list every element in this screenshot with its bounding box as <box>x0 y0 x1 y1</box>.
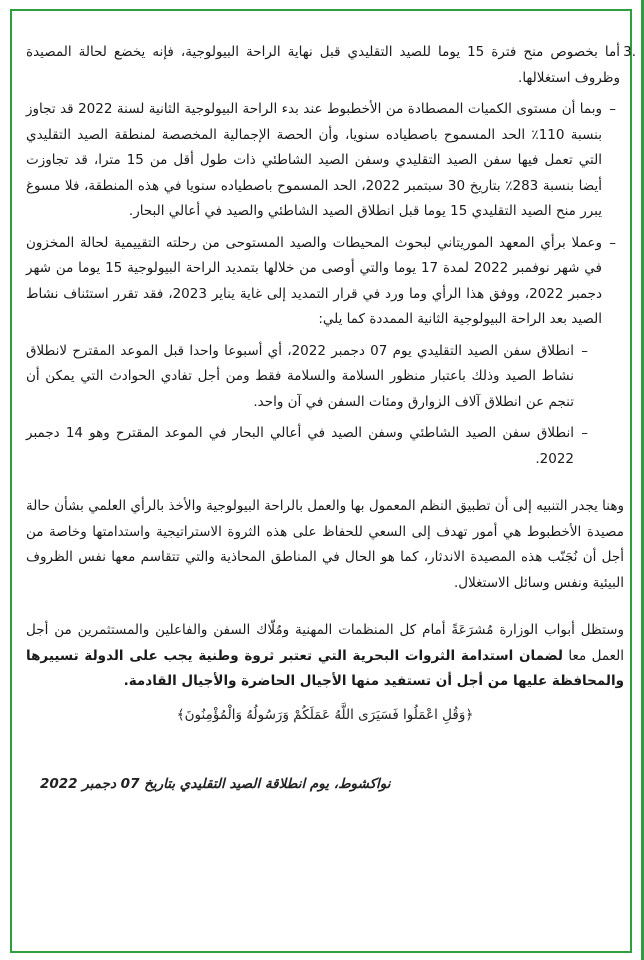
quran-verse: ﴿وَقُلِ اعْمَلُوا فَسَيَرَى اللَّهُ عَمَلَكُمْ وَرَسُولُهُ وَالْمُؤْمِنُونَ﴾ <box>176 706 474 723</box>
closing-normal-text: وستظل أبواب الوزارة مُشرَعَةً أمام كل المنظمات المهنية ومُلّاك السفن والفاعلين والمستثمرين من أجل العمل معا <box>26 622 624 664</box>
document-body <box>26 40 636 723</box>
item-3-text: أما بخصوص منح فترة 15 يوما للصيد التقليدي قبل نهاية الراحة البيولوجية، فإنه يخضع لحالة المصيدة وظروف استغلالها. <box>26 44 620 86</box>
bullet-institute-opinion <box>26 231 624 333</box>
sub-bullet-coastal-start <box>26 421 624 472</box>
bullet-dash: – <box>581 425 588 441</box>
bullet-dash: – <box>609 234 616 251</box>
bullet-dash: – <box>609 101 616 117</box>
item-number: 3. <box>623 44 636 60</box>
bullet-text: وبما أن مستوى الكميات المصطادة من الأخطبوط عند بدء الراحة البيولوجية الثانية لسنة 2022 قد تجاوز بنسبة 110٪ الحد المسموح باصطياده سنويا، وأن الحصة الإجمالية المخصصة لمنطقة الصيد التقليدي التي تعمل فيها سفن الصيد التقليدي وسفن الصيد الشاطئي ذات طول أقل من 15 مترا، قد تجاوزت أيضا بنسبة 283٪ بتاريخ 30 سبتمبر 2022، الحد المسموح باصطياده سنويا في هذه المنطقة، فلا مسوغ يبرر منح الصيد التقليدي 15 يوما قبل انطلاق الصيد الشاطئي والصيد في أعالي البحار. <box>26 101 603 219</box>
item-3 <box>26 40 636 91</box>
bullet-text: وعملا برأي المعهد الموريتاني لبحوث المحيطات والصيد المستوحى من رحلته التقييمية لحالة المخزون في شهر نوفمبر 2022 لمدة 17 يوما والتي أوصى من خلالها بتمديد الراحة البيولوجية 15 يوما من شهر دجمبر 2022، ووفق هذا الرأي وما ورد في قرار التمديد إلى غاية يناير 2023، فقد تقرر استئناف نشاط الصيد بعد الراحة البيولوجية الثانية الممددة كما يلي: <box>26 234 602 327</box>
paragraph-closing <box>26 618 624 695</box>
bullet-dash: – <box>581 342 588 359</box>
signature-line: نواكشوط، يوم انطلاقة الصيد التقليدي بتاريخ 07 دجمبر 2022 <box>40 776 391 792</box>
bullet-octopus-quota <box>26 97 624 225</box>
bullet-text: انطلاق سفن الصيد الشاطئي وسفن الصيد في أعالي البحار في الموعد المقترح وهو 14 دجمبر 2022. <box>26 425 574 467</box>
bullet-text: انطلاق سفن الصيد التقليدي يوم 07 دجمبر 2022، أي أسبوعا واحدا قبل الموعد المقترح لانطلاق نشاط الصيد وذلك باعتبار منظور السلامة والسلامة فقط ومن أجل تفادي الحوادث التي يمكن أن تنجم عن انطلاق آلاف الزوارق ومئات السفن في آن واحد. <box>26 342 574 410</box>
paragraph-note: وهنا يجدر التنبيه إلى أن تطبيق النظم المعمول بها والعمل بالراحة البيولوجية والأخذ بالرأي العلمي بشأن حالة مصيدة الأخطبوط هي أمور تهدف إلى السعي للحفاظ على هذه الثروة الاستراتيجية واستدامتها وخاصة من أجل أن نُجَنّب هذه المصيدة الاندثار، كما هو الحال في المناطق المحاذية والتي تتقاسم معها نفس الظروف البيئية ونفس وسائل الاستغلال. <box>26 498 624 591</box>
closing-bold-text: لضمان استدامة الثروات البحرية التي تعتبر ثروة وطنية يجب على الدولة تسييرها والمحافظة عليها من أجل أن تستفيد منها الأجيال الحاضرة والأجيال القادمة. <box>26 647 624 689</box>
sub-bullet-artisanal-start <box>26 339 624 416</box>
